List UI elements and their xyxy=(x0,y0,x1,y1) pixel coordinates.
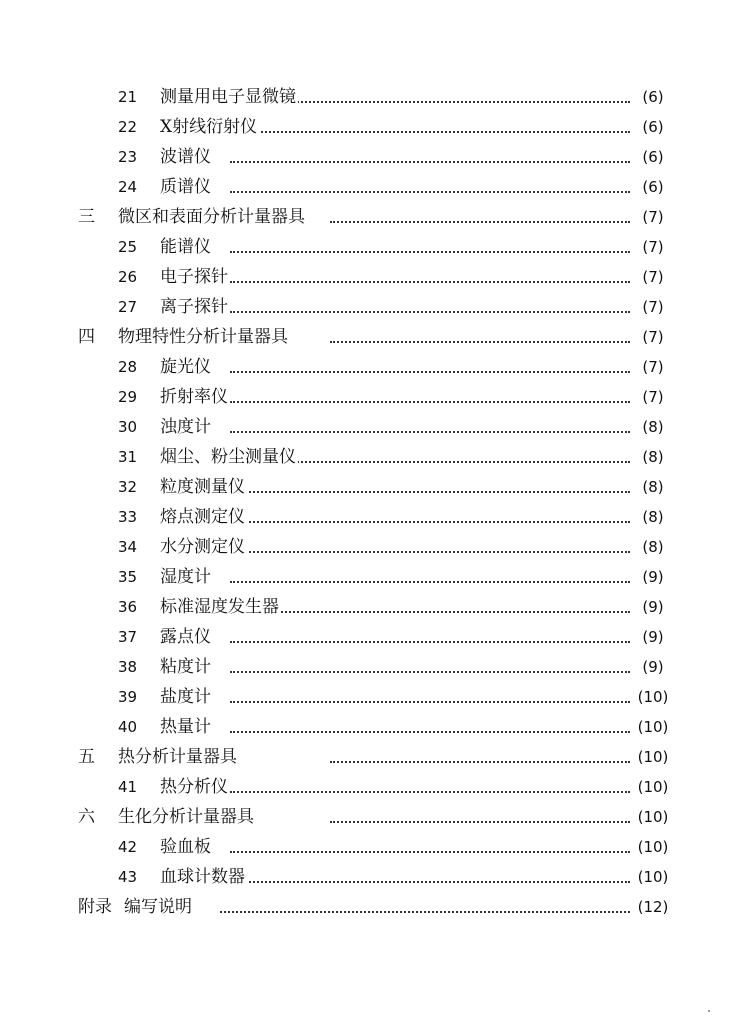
dot-leader xyxy=(230,191,630,193)
page-number: (10) xyxy=(632,712,674,742)
item-title: 热分析仪 xyxy=(160,772,230,802)
item-title: 波谱仪 xyxy=(160,142,213,172)
toc-item-row xyxy=(0,712,734,742)
toc-item-row xyxy=(0,532,734,562)
page-number: (7) xyxy=(632,262,674,292)
page-number: (10) xyxy=(632,862,674,892)
item-number: 26 xyxy=(118,268,138,286)
item-number: 41 xyxy=(118,778,138,796)
item-number: 40 xyxy=(118,718,138,736)
dot-leader xyxy=(230,551,630,553)
toc-item-row xyxy=(0,832,734,862)
toc-item-row xyxy=(0,592,734,622)
dot-leader xyxy=(230,641,630,643)
toc-section-row xyxy=(0,802,734,832)
item-title: 标准湿度发生器 xyxy=(160,592,281,622)
dot-leader xyxy=(330,821,630,823)
dot-leader xyxy=(230,491,630,493)
section-title: 物理特性分析计量器具 xyxy=(118,322,290,352)
item-number: 32 xyxy=(118,478,138,496)
dot-leader xyxy=(230,581,630,583)
dot-leader xyxy=(230,881,630,883)
table-of-contents xyxy=(0,82,734,922)
dot-leader xyxy=(230,401,630,403)
page-number: (8) xyxy=(632,412,674,442)
item-number: 25 xyxy=(118,238,138,256)
item-title: X射线衍射仪 xyxy=(160,112,259,142)
item-number: 37 xyxy=(118,628,138,646)
item-number: 31 xyxy=(118,448,138,466)
toc-item-row xyxy=(0,292,734,322)
toc-rows xyxy=(0,82,734,892)
item-title: 浊度计 xyxy=(160,412,213,442)
dot-leader xyxy=(230,791,630,793)
page-number: (9) xyxy=(632,622,674,652)
item-number: 27 xyxy=(118,298,138,316)
toc-row-appendix xyxy=(0,892,734,922)
section-title: 微区和表面分析计量器具 xyxy=(118,202,307,232)
dot-leader xyxy=(230,521,630,523)
item-title: 验血板 xyxy=(160,832,213,862)
toc-item-row xyxy=(0,112,734,142)
section-number: 六 xyxy=(78,807,95,827)
item-title: 湿度计 xyxy=(160,562,213,592)
toc-item-row xyxy=(0,562,734,592)
item-number: 34 xyxy=(118,538,138,556)
appendix-label: 附录 xyxy=(78,897,112,917)
item-number: 28 xyxy=(118,358,138,376)
item-number: 33 xyxy=(118,508,138,526)
item-title: 热量计 xyxy=(160,712,213,742)
item-title: 电子探针 xyxy=(160,262,230,292)
section-number: 五 xyxy=(78,747,95,767)
toc-item-row xyxy=(0,622,734,652)
page-number: (7) xyxy=(632,382,674,412)
page-number: (7) xyxy=(632,352,674,382)
page-number: (6) xyxy=(632,172,674,202)
item-number: 39 xyxy=(118,688,138,706)
toc-item-row xyxy=(0,862,734,892)
page-number: (8) xyxy=(632,532,674,562)
dot-leader xyxy=(220,911,630,913)
page-number: (7) xyxy=(632,202,674,232)
toc-section-row xyxy=(0,322,734,352)
appendix-title: 编写说明 xyxy=(124,892,194,922)
item-number: 22 xyxy=(118,118,138,136)
dot-leader xyxy=(230,281,630,283)
item-number: 36 xyxy=(118,598,138,616)
toc-item-row xyxy=(0,232,734,262)
dot-leader xyxy=(330,221,630,223)
section-number: 三 xyxy=(78,207,95,227)
item-title: 熔点测定仪 xyxy=(160,502,247,532)
page-number: (10) xyxy=(632,802,674,832)
item-title: 水分测定仪 xyxy=(160,532,247,562)
item-title: 粘度计 xyxy=(160,652,213,682)
dot-leader xyxy=(230,611,630,613)
page-number: (6) xyxy=(632,82,674,112)
dot-leader xyxy=(230,431,630,433)
toc-item-row xyxy=(0,412,734,442)
dot-leader xyxy=(230,311,630,313)
toc-item-row xyxy=(0,82,734,112)
page-number: (8) xyxy=(632,472,674,502)
item-title: 质谱仪 xyxy=(160,172,213,202)
dot-leader xyxy=(330,341,630,343)
toc-item-row xyxy=(0,172,734,202)
toc-item-row xyxy=(0,142,734,172)
page-number: (6) xyxy=(632,142,674,172)
page-number: (7) xyxy=(632,292,674,322)
appendix-page-number: (12) xyxy=(632,892,674,922)
item-number: 43 xyxy=(118,868,138,886)
page-number: (10) xyxy=(632,832,674,862)
toc-item-row xyxy=(0,472,734,502)
item-title: 粒度测量仪 xyxy=(160,472,247,502)
dot-leader xyxy=(230,371,630,373)
dot-leader xyxy=(230,701,630,703)
item-number: 35 xyxy=(118,568,138,586)
dot-leader xyxy=(230,731,630,733)
item-title: 盐度计 xyxy=(160,682,213,712)
page-number: (7) xyxy=(632,232,674,262)
toc-item-row xyxy=(0,772,734,802)
item-title: 测量用电子显微镜 xyxy=(160,82,298,112)
page-number: (9) xyxy=(632,592,674,622)
item-number: 21 xyxy=(118,88,138,106)
dot-leader xyxy=(230,131,630,133)
page-number: (8) xyxy=(632,442,674,472)
dot-leader xyxy=(230,851,630,853)
page-number: (8) xyxy=(632,502,674,532)
item-number: 23 xyxy=(118,148,138,166)
toc-item-row xyxy=(0,682,734,712)
dot-leader xyxy=(230,671,630,673)
item-number: 38 xyxy=(118,658,138,676)
section-title: 热分析计量器具 xyxy=(118,742,239,772)
item-title: 折射率仪 xyxy=(160,382,230,412)
scan-speck xyxy=(708,1010,710,1012)
page-number: (10) xyxy=(632,772,674,802)
toc-item-row xyxy=(0,502,734,532)
page-number: (9) xyxy=(632,562,674,592)
item-title: 旋光仪 xyxy=(160,352,213,382)
page-number: (6) xyxy=(632,112,674,142)
item-title: 血球计数器 xyxy=(160,862,247,892)
toc-item-row xyxy=(0,352,734,382)
page-number: (9) xyxy=(632,652,674,682)
dot-leader xyxy=(230,251,630,253)
dot-leader xyxy=(230,161,630,163)
item-title: 烟尘、粉尘测量仪 xyxy=(160,442,298,472)
item-number: 30 xyxy=(118,418,138,436)
item-title: 离子探针 xyxy=(160,292,230,322)
page-number: (10) xyxy=(632,682,674,712)
toc-section-row xyxy=(0,742,734,772)
item-number: 24 xyxy=(118,178,138,196)
section-number: 四 xyxy=(78,327,95,347)
item-number: 42 xyxy=(118,838,138,856)
toc-item-row xyxy=(0,442,734,472)
toc-item-row xyxy=(0,262,734,292)
dot-leader xyxy=(330,761,630,763)
toc-item-row xyxy=(0,382,734,412)
section-title: 生化分析计量器具 xyxy=(118,802,256,832)
toc-item-row xyxy=(0,652,734,682)
toc-section-row xyxy=(0,202,734,232)
item-title: 露点仪 xyxy=(160,622,213,652)
item-title: 能谱仪 xyxy=(160,232,213,262)
item-number: 29 xyxy=(118,388,138,406)
page-number: (10) xyxy=(632,742,674,772)
page-number: (7) xyxy=(632,322,674,352)
